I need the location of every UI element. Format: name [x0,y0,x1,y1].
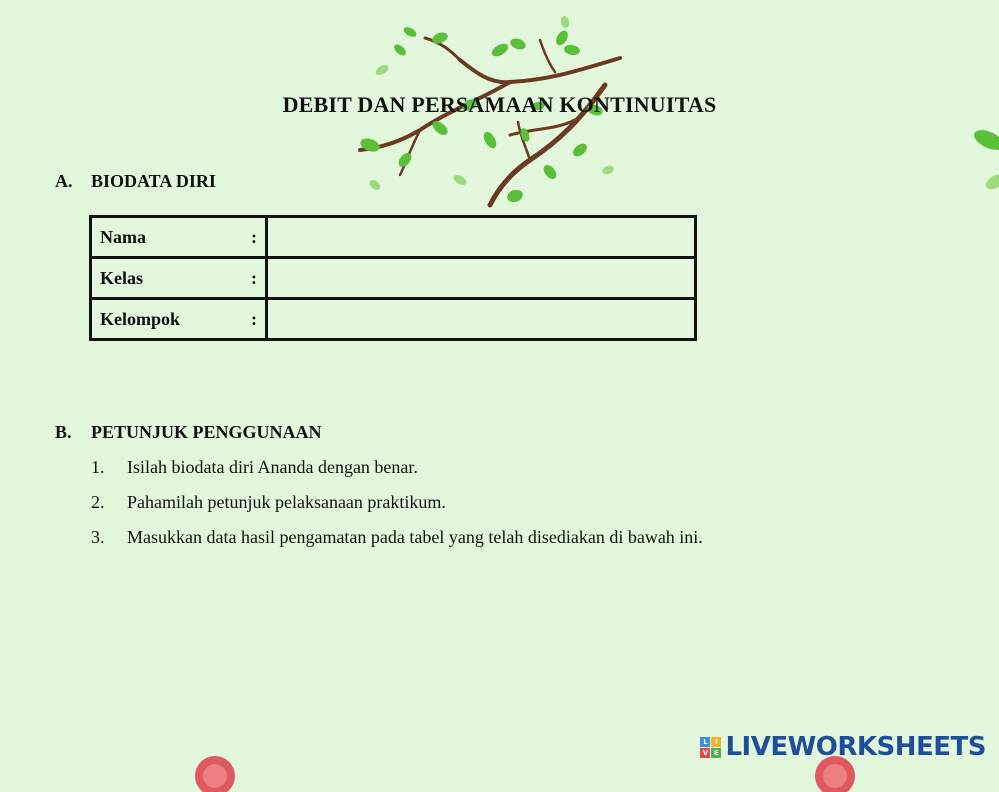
leaf-decoration [959,120,999,200]
logo-letter: V [700,748,710,758]
liveworksheets-logo [700,732,986,762]
list-item [91,456,703,491]
name-input[interactable] [268,218,694,256]
instruction-list [91,456,703,561]
class-field-cell [267,258,696,299]
group-label [91,299,267,340]
flower-decoration [185,752,245,792]
table-row [91,217,696,258]
class-input[interactable] [268,259,694,297]
group-field-cell [267,299,696,340]
page-title: DEBIT DAN PERSAMAAN KONTINUITAS [282,92,717,117]
group-input[interactable] [268,300,694,338]
section-title: BIODATA DIRI [91,171,216,191]
class-label [91,258,267,299]
item-text: Isilah biodata diri Ananda dengan benar. [127,457,418,477]
colon: : [251,267,257,288]
list-item [91,491,703,526]
section-title: PETUNJUK PENGGUNAAN [91,422,322,442]
row-label: Kelompok [100,308,181,329]
logo-text: LIVEWORKSHEETS [725,732,986,762]
colon: : [251,226,257,247]
logo-letter: E [711,748,721,758]
section-b-heading [55,422,322,443]
colon: : [251,308,257,329]
item-number: 1. [91,457,105,477]
item-text: Masukkan data hasil pengamatan pada tabel yang telah disediakan di bawah ini. [127,527,703,547]
section-letter: A. [55,171,73,191]
list-item [91,526,703,561]
logo-mark-icon [700,737,721,758]
name-label [91,217,267,258]
item-text: Pahamilah petunjuk pelaksanaan praktikum. [127,492,446,512]
item-number: 3. [91,527,105,547]
logo-letter: I [711,737,721,747]
section-letter: B. [55,422,72,442]
name-field-cell [267,217,696,258]
row-label: Nama [100,226,146,247]
logo-letter: L [700,737,710,747]
item-number: 2. [91,492,105,512]
table-row [91,258,696,299]
table-row [91,299,696,340]
section-a-heading [55,171,216,192]
row-label: Kelas [100,267,143,288]
biodata-table [89,215,697,341]
